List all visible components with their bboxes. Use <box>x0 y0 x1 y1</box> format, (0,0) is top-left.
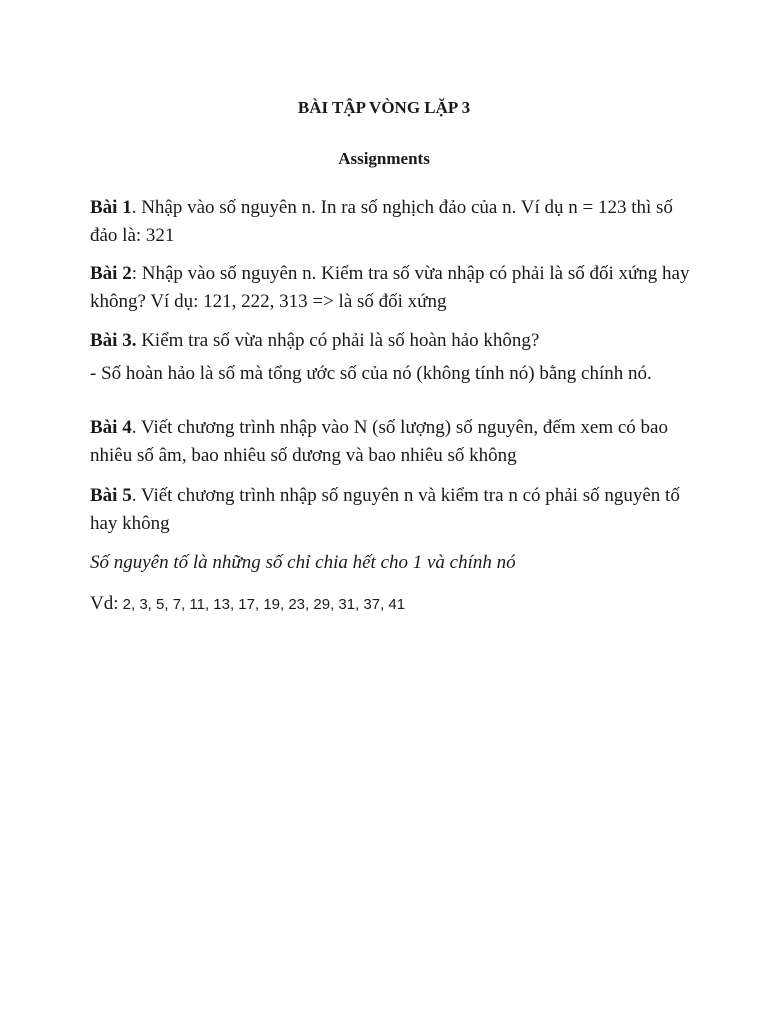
exercise-2-label: Bài 2 <box>90 263 132 284</box>
prime-example <box>90 590 690 619</box>
exercise-2-text: Nhập vào số nguyên n. Kiểm tra số vừa nhập có phải là số đối xứng hay không? Ví dụ: 121, 222, 313 => là số đối xứng <box>90 263 690 312</box>
exercise-4 <box>90 414 690 470</box>
exercise-3-label: Bài 3. <box>90 330 137 351</box>
exercise-5-text: Viết chương trình nhập số nguyên n và kiểm tra n có phải số nguyên tố hay không <box>90 485 680 534</box>
document-title: BÀI TẬP VÒNG LẶP 3 <box>297 98 471 117</box>
exercise-4-sep: . <box>131 417 137 438</box>
exercise-1-label: Bài 1 <box>90 197 132 218</box>
exercise-4-label: Bài 4 <box>90 417 132 438</box>
exercise-5-sep: . <box>131 485 137 506</box>
perfect-number-note: - Số hoàn hảo là số mà tổng ước số của nó (không tính nó) bằng chính nó. <box>90 363 652 384</box>
prime-definition: Số nguyên tố là những số chỉ chia hết cho 1 và chính nó <box>90 552 516 573</box>
example-label: Vd: <box>90 593 119 614</box>
exercise-4-text: Viết chương trình nhập vào N (số lượng) số nguyên, đếm xem có bao nhiêu số âm, bao nhiêu số dương và bao nhiêu số không <box>90 417 668 466</box>
example-values: 2, 3, 5, 7, 11, 13, 17, 19, 23, 29, 31, 37, 41 <box>118 596 406 613</box>
exercise-2-sep: : <box>131 263 137 284</box>
exercise-5 <box>90 482 690 538</box>
exercise-3-text: Kiểm tra số vừa nhập có phải là số hoàn hảo không? <box>136 330 540 351</box>
document-subtitle: Assignments <box>338 149 430 168</box>
exercise-5-label: Bài 5 <box>90 485 132 506</box>
exercise-3 <box>90 327 690 355</box>
exercise-1-sep: . <box>131 197 137 218</box>
exercise-2 <box>90 260 690 316</box>
exercise-1 <box>90 194 690 250</box>
exercise-1-text: Nhập vào số nguyên n. In ra số nghịch đảo của n. Ví dụ n = 123 thì số đảo là: 321 <box>90 197 673 246</box>
